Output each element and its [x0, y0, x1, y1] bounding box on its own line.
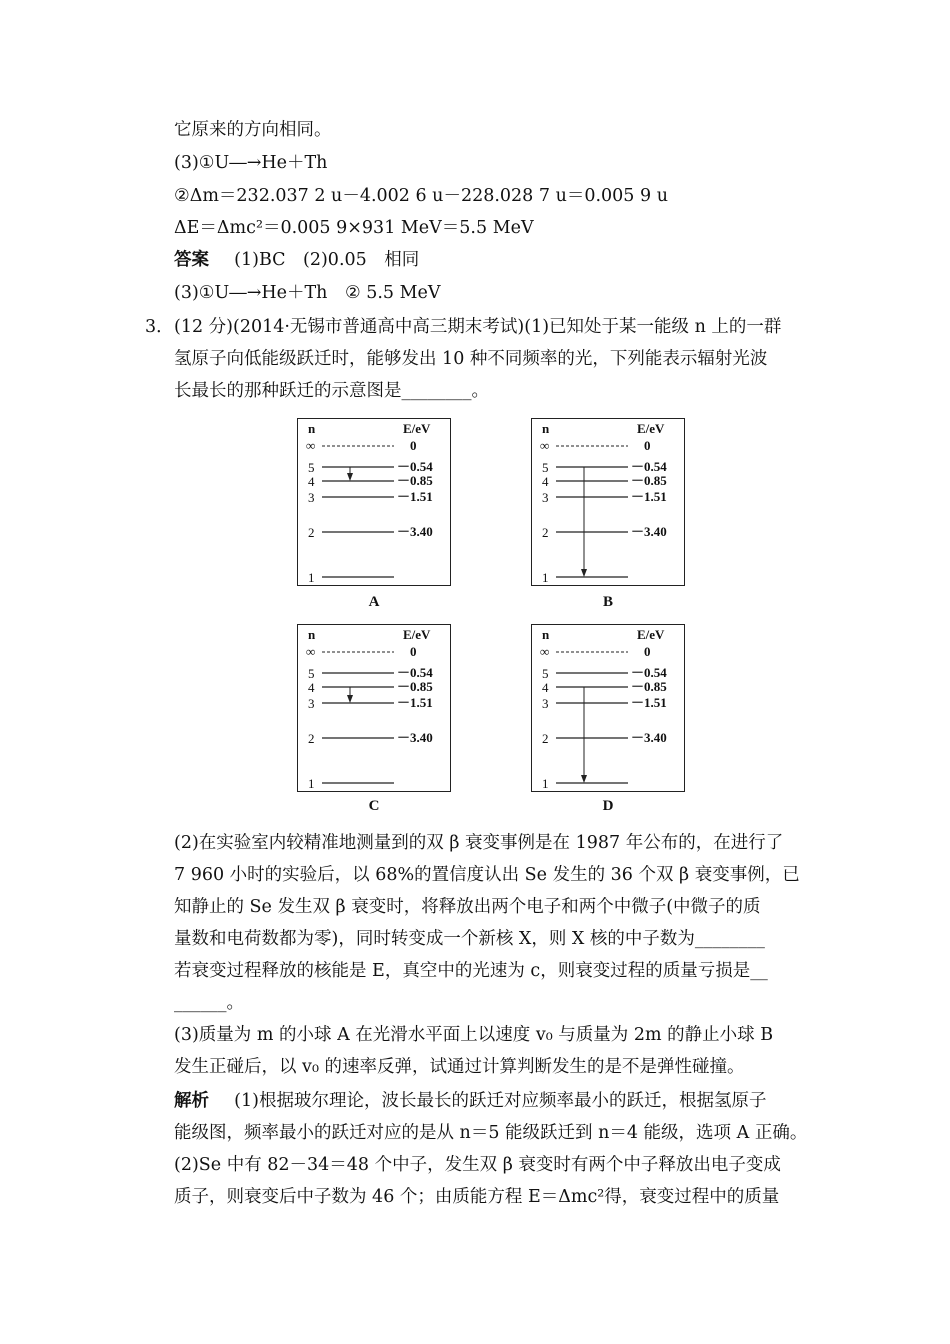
level-number: 3 [308, 696, 315, 711]
energy-value: －0.85 [631, 473, 667, 488]
question-text: 量数和电荷数都为零)，同时转变成一个新核 X，则 X 核的中子数为________ [174, 929, 765, 949]
energy-axis-label: E/eV [403, 627, 431, 642]
infinity-label: ∞ [306, 438, 316, 453]
energy-value: －3.40 [631, 524, 667, 539]
level-number: 3 [542, 696, 549, 711]
diagram-svg [298, 419, 449, 584]
n-axis-label: n [542, 627, 550, 642]
level-number: 2 [542, 525, 549, 540]
energy-axis-label: E/eV [637, 627, 665, 642]
energy-level-diagram-a [297, 418, 451, 586]
answer-label: 答案 [174, 250, 209, 270]
energy-level-diagram-c [297, 624, 451, 792]
answer-line [174, 248, 419, 272]
diagram-caption: B [602, 594, 613, 610]
question-text: (2)在实验室内较精准地测量到的双 β 衰变事例是在 1987 年公布的，在进行了 [174, 833, 784, 853]
diagram-svg [532, 625, 683, 790]
infinity-label: ∞ [306, 644, 316, 659]
level-number: 5 [308, 666, 315, 681]
energy-value: 0 [644, 438, 651, 453]
infinity-label: ∞ [540, 438, 550, 453]
level-number: 3 [542, 490, 549, 505]
level-number: 4 [308, 680, 315, 695]
energy-axis-label: E/eV [403, 421, 431, 436]
energy-level-diagram-b [531, 418, 685, 586]
diagram-svg [298, 625, 449, 790]
diagram-caption: D [602, 798, 614, 814]
energy-value: －0.54 [397, 665, 433, 680]
question-text: ______。 [174, 993, 244, 1013]
question-text: 知静止的 Se 发生双 β 衰变时，将释放出两个电子和两个中微子(中微子的质 [174, 897, 761, 917]
question-text: 氢原子向低能级跃迁时，能够发出 10 种不同频率的光，下列能表示辐射光波 [174, 349, 768, 369]
n-axis-label: n [308, 421, 316, 436]
analysis-text: 能级图，频率最小的跃迁对应的是从 n＝5 能级跃迁到 n＝4 能级，选项 A 正确。 [174, 1123, 808, 1143]
diagram-caption: C [368, 798, 380, 814]
level-number: 1 [542, 776, 549, 790]
question-text: 长最长的那种跃迁的示意图是________。 [174, 381, 489, 401]
arrow-head [347, 695, 353, 703]
energy-value: 0 [644, 644, 651, 659]
level-number: 2 [308, 731, 315, 746]
text-line: ΔE＝Δmc²＝0.005 9×931 MeV＝5.5 MeV [174, 218, 534, 238]
arrow-head [347, 473, 353, 481]
question-number: 3． [145, 317, 174, 337]
answer-text: (1)BC (2)0.05 相同 [234, 250, 420, 270]
energy-value: －3.40 [631, 730, 667, 745]
energy-value: －3.40 [397, 730, 433, 745]
n-axis-label: n [542, 421, 550, 436]
energy-value: －0.85 [631, 679, 667, 694]
infinity-label: ∞ [540, 644, 550, 659]
question-text: (3)质量为 m 的小球 A 在光滑水平面上以速度 v₀ 与质量为 2m 的静止小球 B [174, 1025, 774, 1045]
energy-value: －1.51 [631, 489, 667, 504]
analysis-line [174, 1089, 766, 1113]
analysis-text: 质子，则衰变后中子数为 46 个；由质能方程 E＝Δmc²得，衰变过程中的质量 [174, 1187, 780, 1207]
level-number: 4 [308, 474, 315, 489]
level-number: 5 [542, 666, 549, 681]
energy-value: －3.40 [397, 524, 433, 539]
energy-value: －0.54 [397, 459, 433, 474]
energy-value: －1.51 [631, 695, 667, 710]
analysis-label: 解析 [174, 1091, 209, 1111]
level-number: 3 [308, 490, 315, 505]
energy-value: －0.54 [631, 459, 667, 474]
level-number: 4 [542, 680, 549, 695]
question-text: 发生正碰后，以 v₀ 的速率反弹，试通过计算判断发生的是不是弹性碰撞。 [174, 1057, 745, 1077]
level-number: 2 [542, 731, 549, 746]
energy-value: －0.54 [631, 665, 667, 680]
text-line: (3)①U―→He＋Th ② 5.5 MeV [174, 283, 441, 303]
level-number: 2 [308, 525, 315, 540]
diagram-caption: A [368, 594, 380, 610]
analysis-text: (2)Se 中有 82－34＝48 个中子，发生双 β 衰变时有两个中子释放出电子变成 [174, 1155, 781, 1175]
level-number: 5 [308, 460, 315, 475]
energy-axis-label: E/eV [637, 421, 665, 436]
question-text: 若衰变过程释放的核能是 E，真空中的光速为 c，则衰变过程的质量亏损是__ [174, 961, 768, 981]
analysis-text: (1)根据玻尔理论，波长最长的跃迁对应频率最小的跃迁，根据氢原子 [234, 1091, 767, 1111]
diagram-svg [532, 419, 683, 584]
text-line: ②Δm＝232.037 2 u－4.002 6 u－228.028 7 u＝0.005 9 u [174, 186, 668, 206]
arrow-head [581, 569, 587, 577]
level-number: 1 [542, 570, 549, 584]
energy-value: －1.51 [397, 695, 433, 710]
energy-value: 0 [410, 438, 417, 453]
energy-value: －1.51 [397, 489, 433, 504]
arrow-head [581, 775, 587, 783]
level-number: 5 [542, 460, 549, 475]
question-text: (12 分)(2014·无锡市普通高中高三期末考试)(1)已知处于某一能级 n 上的一群 [174, 317, 782, 337]
text-line: 它原来的方向相同。 [174, 120, 332, 140]
level-number: 1 [308, 570, 315, 584]
n-axis-label: n [308, 627, 316, 642]
level-number: 4 [542, 474, 549, 489]
level-number: 1 [308, 776, 315, 790]
energy-value: 0 [410, 644, 417, 659]
energy-value: －0.85 [397, 679, 433, 694]
question-text: 7 960 小时的实验后，以 68%的置信度认出 Se 发生的 36 个双 β 衰变事例，已 [174, 865, 800, 885]
energy-value: －0.85 [397, 473, 433, 488]
text-line: (3)①U―→He＋Th [174, 153, 328, 173]
energy-level-diagram-d [531, 624, 685, 792]
